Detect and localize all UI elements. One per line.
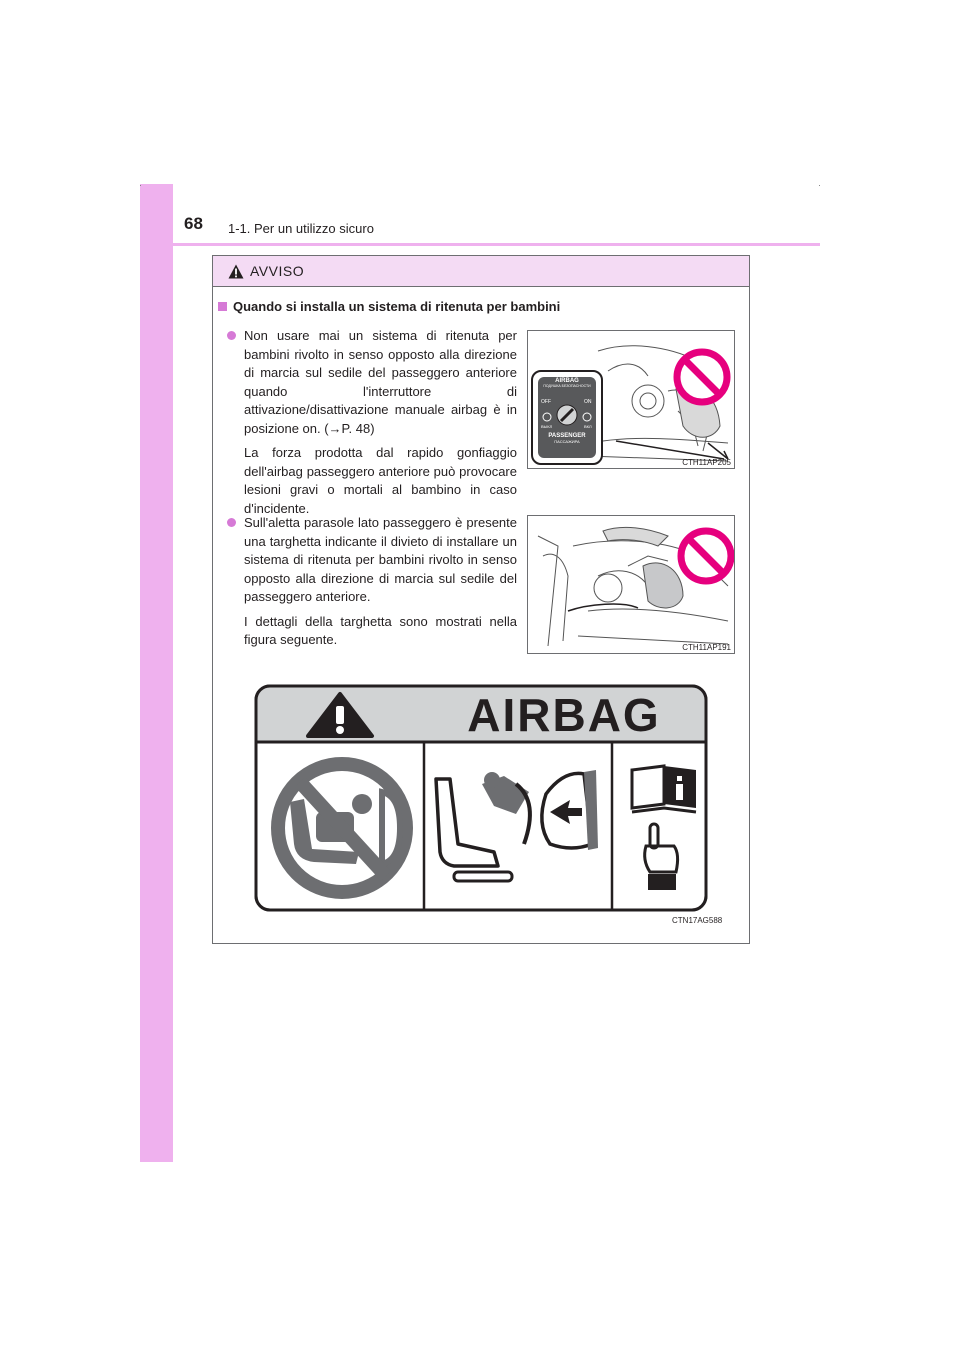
- warning-subheading: [218, 299, 560, 314]
- figure-sun-visor: [527, 515, 735, 654]
- bullet-2-paragraph-2: I dettagli della targhetta sono mostrati nella figura seguente.: [244, 613, 517, 647]
- round-bullet-icon: [227, 518, 236, 527]
- figure-2-code: CTH11AP191: [682, 643, 731, 652]
- crop-mark: [140, 185, 141, 186]
- switch-on-ru-label: ВКЛ: [584, 424, 592, 429]
- warning-title: AVVISO: [250, 263, 305, 279]
- bullet-1-paragraph-1: Non usare mai un sistema di ritenuta per bambini rivolto in senso opposto alla direzione di marcia sul sedile del passeggero anteriore quando l'interruttore di attivazione/disattivazione manuale airbag è in posizione on. (→P. 48): [244, 328, 517, 436]
- figure-airbag-switch: [527, 330, 735, 469]
- round-bullet-icon: [227, 331, 236, 340]
- header-rule: [140, 243, 820, 246]
- switch-title: AIRBAG: [555, 378, 579, 384]
- warning-header: [213, 256, 749, 287]
- switch-off-ru-label: ВЫКЛ: [541, 424, 553, 429]
- bullet-2-paragraph-1: Sull'aletta parasole lato passeggero è presente una targhetta indicante il divieto di installare un sistema di ritenuta per bambini rivolto in senso opposto alla direzione di marcia sul sedile del passeggero anteriore.: [244, 515, 517, 604]
- subheading-text: Quando si installa un sistema di ritenuta per bambini: [233, 299, 561, 314]
- page-number: 68: [184, 214, 203, 233]
- airbag-label-title: AIRBAG: [467, 688, 661, 741]
- switch-on-label: ON: [584, 399, 592, 405]
- crop-mark: [819, 185, 820, 186]
- bullet-item-2: [227, 514, 517, 656]
- square-bullet-icon: [218, 302, 227, 311]
- dashboard-illustration: [528, 331, 734, 468]
- switch-subtitle: ПОДУШКА БЕЗОПАСНОСТИ: [543, 384, 591, 388]
- airbag-warning-label: [254, 684, 708, 912]
- bullet-item-1: [227, 327, 517, 524]
- figure-3-code: CTN17AG588: [672, 916, 723, 925]
- switch-off-label: OFF: [541, 399, 551, 405]
- bullet-1-paragraph-2: La forza prodotta dal rapido gonfiaggio dell'airbag passeggero anteriore può provocare lesioni gravi o mortali al bambino in caso d'incidente.: [244, 445, 517, 516]
- cabin-illustration: [528, 516, 734, 653]
- switch-passenger-ru-label: ПАССАЖИРА: [554, 439, 580, 444]
- figure-1-code: CTH11AP205: [682, 458, 731, 467]
- section-title: 1-1. Per un utilizzo sicuro: [228, 221, 374, 236]
- warning-triangle-icon: [228, 264, 244, 279]
- side-color-strip: [140, 184, 173, 1162]
- switch-passenger-label: PASSENGER: [548, 433, 586, 439]
